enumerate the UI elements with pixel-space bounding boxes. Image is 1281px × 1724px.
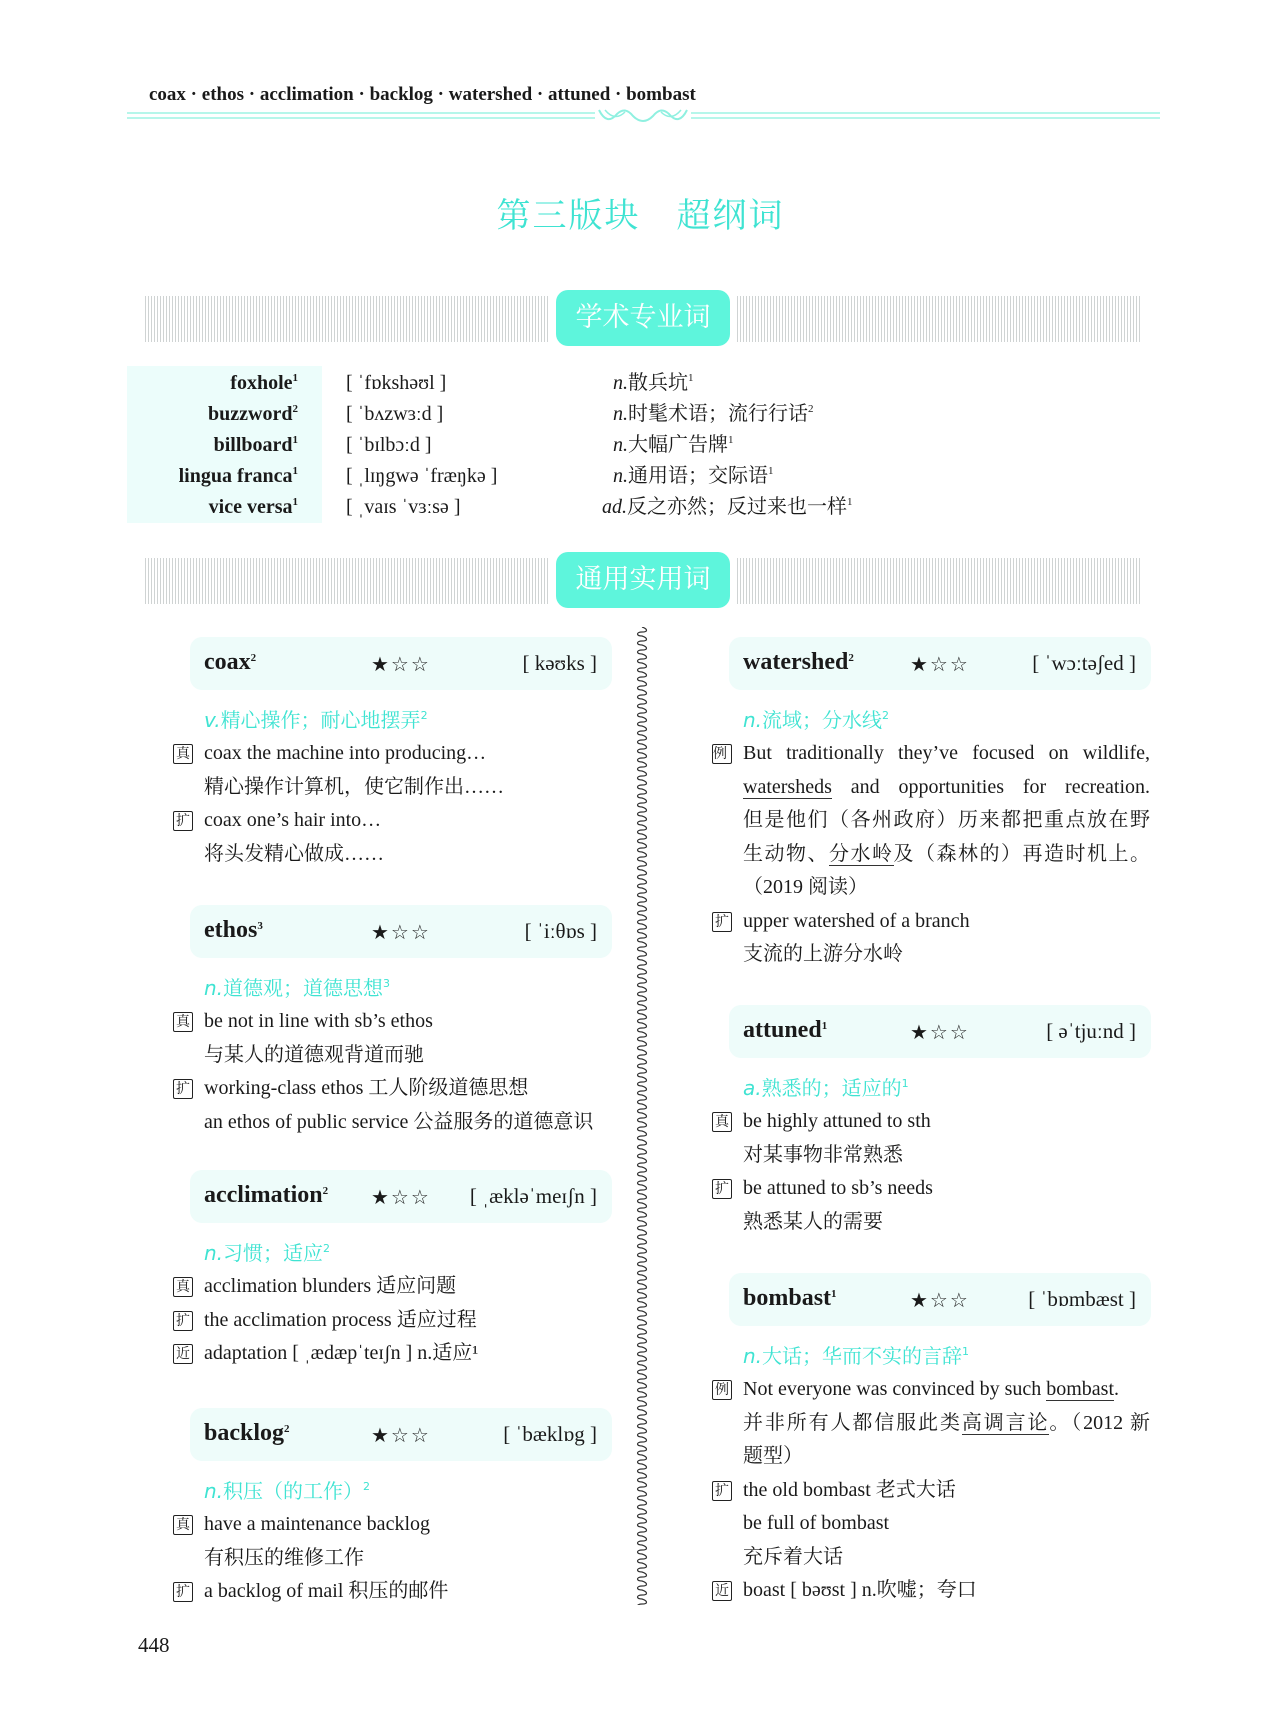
example-line (171, 1106, 611, 1140)
part-of-speech: n. (743, 1344, 763, 1368)
vocab-word: vice versa$^1$ (208, 496, 298, 518)
text-segment: have a maintenance backlog (204, 1513, 430, 1535)
superscript: 2 (323, 1242, 331, 1255)
text-segment: a backlog of mail 积压的邮件 (204, 1580, 449, 1602)
vocab-row (0, 430, 1281, 461)
text-segment: 但是他们（各州政府）历来都把重点放在野 (743, 809, 1150, 831)
example-line (710, 905, 1150, 939)
superscript: 1 (688, 372, 694, 384)
text-segment: coax the machine into producing… (204, 742, 487, 764)
example-line (171, 1304, 611, 1338)
text-segment: be attuned to sb’s needs (743, 1177, 933, 1199)
vocab-phonetic: [ ˌlɪŋgwə ˈfræŋkə ] (346, 465, 498, 487)
headword: bombast$^1$ (743, 1285, 837, 1311)
example-line (710, 1541, 1150, 1575)
vocab-word: foxhole$^1$ (230, 372, 298, 394)
meaning: n.道德观；道德思想$^3$ (204, 976, 391, 1000)
text-segment: 并非所有人都信服此类 (743, 1411, 962, 1434)
part-of-speech: n. (613, 434, 628, 456)
entry-coax (171, 637, 611, 871)
headword-card (729, 637, 1151, 690)
superscript: 1 (292, 496, 298, 508)
extension-label-icon: 扩 (173, 1311, 193, 1331)
real-exam-label-icon: 真 (173, 1515, 193, 1535)
vocab-row (0, 492, 1281, 523)
superscript: 2 (882, 709, 890, 722)
superscript: 2 (420, 709, 428, 722)
example-line (710, 871, 1150, 905)
phonetic: [ ˌækləˈmeɪʃn ] (469, 1184, 597, 1208)
headword-card (729, 1273, 1151, 1326)
difficulty-stars: ★☆☆ (371, 1425, 431, 1447)
headword: watershed$^2$ (743, 649, 854, 675)
superscript: 1 (768, 465, 774, 477)
example-line (710, 1373, 1150, 1407)
example-line (710, 1172, 1150, 1206)
example-line (171, 1337, 611, 1371)
text-segment: be not in line with sb’s ethos (204, 1010, 433, 1032)
example-line (710, 1139, 1150, 1173)
hatch-bar (737, 558, 1140, 604)
text-segment: （2019 阅读） (743, 876, 868, 898)
text-segment: But traditionally they’ve focused on wildlife, (743, 742, 1150, 764)
superscript: 1 (728, 434, 734, 446)
text-segment: adaptation [ ˌædæpˈteɪʃn ] n.适应¹ (204, 1342, 479, 1364)
vocab-phonetic: [ ˈfɒkshəʊl ] (346, 372, 447, 394)
example-line (710, 938, 1150, 972)
page-title: 第三版块 超纲词 (496, 196, 785, 236)
page-number: 448 (138, 1633, 170, 1657)
example-line (171, 771, 611, 805)
example-label-icon: 例 (712, 1380, 732, 1400)
superscript: 1 (901, 1077, 909, 1090)
superscript: 2 (808, 403, 814, 415)
headword: backlog$^2$ (204, 1420, 290, 1446)
headword-card (190, 1408, 612, 1461)
headword: acclimation$^2$ (204, 1182, 329, 1208)
part-of-speech: a. (743, 1076, 762, 1100)
example-line (710, 1507, 1150, 1541)
text-segment: Not everyone was convinced by such (743, 1378, 1047, 1400)
difficulty-stars: ★☆☆ (910, 1022, 970, 1044)
text-segment: boast [ bəʊst ] n.吹嘘；夸口 (743, 1579, 977, 1601)
meaning: v.精心操作；耐心地摆弄$^2$ (204, 708, 428, 732)
text-segment: the old bombast 老式大话 (743, 1478, 956, 1501)
extension-label-icon: 扩 (173, 811, 193, 831)
underlined-text: 高调言论 (961, 1411, 1050, 1434)
text-segment: acclimation blunders 适应问题 (204, 1275, 457, 1297)
phonetic: [ ˈbɒmbæst ] (1028, 1287, 1136, 1311)
part-of-speech: n. (743, 708, 763, 732)
difficulty-stars: ★☆☆ (371, 654, 431, 676)
vocab-meaning: n.通用语；交际语$^1$ (613, 465, 774, 487)
running-head: coax · ethos · acclimation · backlog · watershed · attuned · bombast (149, 84, 696, 105)
extension-label-icon: 扩 (712, 1179, 732, 1199)
vocab-meaning: n.时髦术语；流行行话$^2$ (613, 403, 814, 425)
synonym-label-icon: 近 (712, 1581, 732, 1601)
entry-bombast (710, 1273, 1150, 1608)
text-segment: coax one’s hair into… (204, 809, 382, 831)
example-line (710, 1440, 1150, 1474)
superscript: 1 (962, 1345, 970, 1358)
phonetic: [ əˈtjuːnd ] (1046, 1019, 1136, 1043)
difficulty-stars: ★☆☆ (371, 1187, 431, 1209)
part-of-speech: n. (613, 403, 628, 425)
part-of-speech: n. (204, 1479, 224, 1503)
underlined-text: bombast (1046, 1378, 1115, 1400)
example-line (710, 838, 1150, 872)
superscript: 2 (292, 403, 298, 415)
part-of-speech: n. (613, 465, 628, 487)
example-line (171, 1072, 611, 1106)
text-segment: working-class ethos 工人阶级道德思想 (204, 1077, 529, 1099)
divider-wave (638, 627, 647, 1605)
entry-watershed (710, 637, 1150, 972)
vocab-phonetic: [ ˌvaɪs ˈvɜːsə ] (346, 496, 461, 518)
difficulty-stars: ★☆☆ (910, 1290, 970, 1312)
vocab-meaning: n.散兵坑$^1$ (613, 372, 694, 394)
difficulty-stars: ★☆☆ (910, 654, 970, 676)
text-segment: 及（森林的）再造时机上。 (893, 842, 1150, 865)
extension-label-icon: 扩 (712, 912, 732, 932)
meaning: a.熟悉的；适应的$^1$ (743, 1076, 909, 1100)
part-of-speech: ad. (602, 496, 627, 518)
superscript: 1 (821, 1020, 828, 1032)
extension-label-icon: 扩 (173, 1582, 193, 1602)
synonym-label-icon: 近 (173, 1344, 193, 1364)
example-line (171, 1005, 611, 1039)
example-line (171, 737, 611, 771)
superscript: 3 (383, 977, 391, 990)
example-line (710, 771, 1150, 805)
example-line (710, 1105, 1150, 1139)
meaning: n.大话；华而不实的言辞$^1$ (743, 1344, 970, 1368)
example-line (171, 1575, 611, 1609)
text-segment: 生动物、 (743, 842, 829, 865)
phonetic: [ ˈwɔːtəʃed ] (1032, 651, 1136, 675)
superscript: 1 (847, 496, 853, 508)
vocab-row (0, 368, 1281, 399)
entry-backlog (171, 1408, 611, 1609)
hatch-bar (737, 296, 1140, 342)
underlined-text: watersheds (743, 775, 832, 798)
part-of-speech: n. (204, 976, 224, 1000)
text-segment: 精心操作计算机，使它制作出…… (204, 775, 504, 798)
example-line (710, 1474, 1150, 1508)
text-segment: the acclimation process 适应过程 (204, 1308, 477, 1331)
hatch-bar (145, 558, 550, 604)
real-exam-label-icon: 真 (173, 744, 193, 764)
meaning: n.积压（的工作）$^2$ (204, 1479, 371, 1503)
text-segment: be highly attuned to sth (743, 1110, 931, 1132)
wavy-column-divider (633, 627, 651, 1605)
vocab-word: buzzword$^2$ (208, 403, 298, 425)
text-segment: 与某人的道德观背道而驰 (204, 1043, 424, 1066)
underlined-text: 分水岭 (829, 842, 894, 865)
text-segment: 熟悉某人的需要 (743, 1210, 883, 1233)
section-badge-academic: 学术专业词 (556, 290, 730, 346)
superscript: 1 (831, 1288, 837, 1300)
superscript: 2 (363, 1480, 371, 1493)
example-line (171, 1039, 611, 1073)
real-exam-label-icon: 真 (173, 1277, 193, 1297)
text-segment: upper watershed of a branch (743, 909, 970, 932)
hatch-bar (145, 296, 550, 342)
example-line (171, 838, 611, 872)
example-line (171, 1270, 611, 1304)
headword-card (190, 905, 612, 958)
part-of-speech: n. (613, 372, 628, 394)
headword-card (729, 1005, 1151, 1058)
entry-attuned (710, 1005, 1150, 1239)
vocab-phonetic: [ ˈbʌzwɜːd ] (346, 403, 444, 425)
headword: ethos$^3$ (204, 917, 263, 943)
phonetic: [ ˈiːθɒs ] (524, 919, 597, 943)
vocab-row (0, 399, 1281, 430)
vocab-word: lingua franca$^1$ (178, 465, 298, 487)
vocab-word: billboard$^1$ (213, 434, 298, 456)
example-line (710, 1206, 1150, 1240)
meaning: n.流域；分水线$^2$ (743, 708, 890, 732)
superscript: 3 (257, 920, 263, 932)
text-segment: 。（2012 新 (1049, 1411, 1150, 1434)
vocab-phonetic: [ ˈbɪlbɔːd ] (346, 434, 432, 456)
headword-card (190, 1170, 612, 1223)
difficulty-stars: ★☆☆ (371, 922, 431, 944)
example-line (710, 1407, 1150, 1441)
vocab-meaning: n.大幅广告牌$^1$ (613, 434, 734, 456)
example-line (710, 804, 1150, 838)
superscript: 2 (250, 652, 257, 664)
entry-acclimation (171, 1170, 611, 1371)
superscript: 2 (322, 1185, 329, 1197)
text-segment: 题型） (743, 1445, 803, 1467)
text-segment: be full of bombast (743, 1512, 890, 1534)
superscript: 2 (284, 1423, 290, 1435)
vocab-meaning: ad.反之亦然；反过来也一样$^1$ (602, 496, 853, 518)
example-line (710, 737, 1150, 771)
headword: attuned$^1$ (743, 1017, 828, 1043)
section-badge-general: 通用实用词 (556, 552, 730, 608)
phonetic: [ kəʊks ] (522, 651, 597, 675)
real-exam-label-icon: 真 (712, 1112, 732, 1132)
example-line (710, 1574, 1150, 1608)
part-of-speech: n. (204, 1241, 224, 1265)
text-segment: . (1114, 1378, 1120, 1400)
headword: coax$^2$ (204, 649, 257, 675)
vocab-row (0, 461, 1281, 492)
superscript: 1 (292, 372, 298, 384)
real-exam-label-icon: 真 (173, 1012, 193, 1032)
example-line (171, 804, 611, 838)
extension-label-icon: 扩 (173, 1079, 193, 1099)
phonetic: [ ˈbæklɒg ] (503, 1422, 597, 1446)
superscript: 1 (292, 434, 298, 446)
text-segment: 对某事物非常熟悉 (743, 1143, 903, 1166)
text-segment: 将头发精心做成…… (204, 842, 384, 865)
entry-ethos (171, 905, 611, 1139)
superscript: 1 (292, 465, 298, 477)
headword-card (190, 637, 612, 690)
part-of-speech: v. (204, 708, 221, 732)
example-label-icon: 例 (712, 744, 732, 764)
example-line (171, 1542, 611, 1576)
text-segment: 有积压的维修工作 (204, 1546, 364, 1569)
text-segment: an ethos of public service 公益服务的道德意识 (204, 1110, 594, 1133)
extension-label-icon: 扩 (712, 1481, 732, 1501)
superscript: 2 (848, 652, 854, 664)
meaning: n.习惯；适应$^2$ (204, 1241, 331, 1265)
example-line (171, 1508, 611, 1542)
text-segment: 充斥着大话 (743, 1545, 843, 1568)
text-segment: 支流的上游分水岭 (743, 943, 903, 965)
header-ornament-icon (595, 106, 691, 126)
text-segment: and opportunities for recreation. (831, 775, 1150, 798)
